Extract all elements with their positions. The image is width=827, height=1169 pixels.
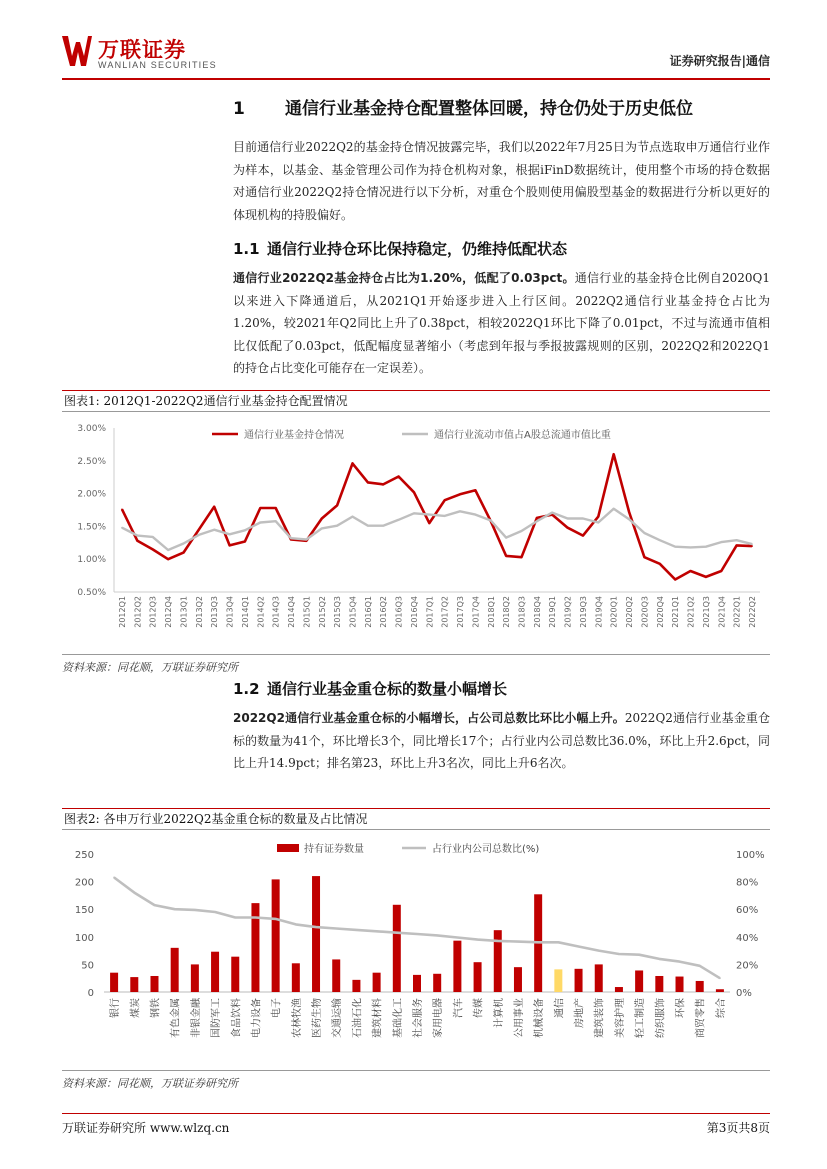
x-tick-label: 2019Q3 bbox=[578, 596, 588, 628]
data-point bbox=[398, 519, 400, 521]
x-tick-label: 2013Q2 bbox=[194, 596, 204, 628]
x-tick-label: 2012Q4 bbox=[164, 596, 174, 628]
report-type: 证券研究报告|通信 bbox=[669, 54, 770, 68]
bar bbox=[130, 977, 138, 992]
fund-holding-series-line bbox=[122, 454, 752, 579]
data-point bbox=[690, 570, 692, 572]
x-tick-label: 2020Q2 bbox=[625, 596, 635, 628]
data-point bbox=[198, 534, 200, 536]
bar bbox=[231, 957, 239, 992]
data-point bbox=[679, 961, 681, 963]
share-series-line bbox=[114, 878, 720, 979]
category-label: 纺织服饰 bbox=[655, 998, 667, 1038]
category-label: 社会服务 bbox=[413, 998, 424, 1038]
x-tick-label: 2022Q1 bbox=[732, 596, 742, 628]
category-label: 钢铁 bbox=[150, 998, 162, 1018]
bar bbox=[373, 973, 381, 992]
right-y-tick-label: 60% bbox=[736, 905, 759, 917]
legend-label: 占行业内公司总数比(%) bbox=[432, 844, 540, 855]
left-y-tick-label: 50 bbox=[81, 960, 94, 972]
y-tick-label: 2.50% bbox=[77, 456, 106, 467]
section-1-2-body: 2022Q2通信行业基金重仓标的数量为41个，环比增长3个，同比增长17个；占行业内公司总数比36.0%，环比上升2.6pct，同比上升14.9pct；排名第23，环比上升3名次，同比上升6名次。 bbox=[233, 711, 771, 770]
section-1-1-paragraph bbox=[233, 267, 770, 380]
bar bbox=[292, 963, 300, 992]
data-point bbox=[229, 545, 231, 547]
data-point bbox=[644, 532, 646, 534]
data-point bbox=[705, 546, 707, 548]
bar bbox=[272, 879, 280, 992]
category-label: 电力设备 bbox=[251, 998, 263, 1038]
right-y-tick-label: 80% bbox=[736, 877, 759, 889]
x-tick-label: 2015Q2 bbox=[317, 596, 327, 628]
data-point bbox=[396, 932, 398, 934]
data-point bbox=[259, 522, 261, 524]
data-point bbox=[477, 939, 479, 941]
brand-name-cn: 万联证券 bbox=[98, 38, 186, 62]
data-point bbox=[198, 529, 200, 531]
data-point bbox=[720, 541, 722, 543]
data-point bbox=[597, 516, 599, 518]
data-point bbox=[436, 935, 438, 937]
data-point bbox=[537, 941, 539, 943]
data-point bbox=[638, 954, 640, 956]
category-label: 非银金融 bbox=[190, 998, 202, 1038]
data-point bbox=[382, 484, 384, 486]
x-tick-label: 2016Q3 bbox=[394, 596, 404, 628]
data-point bbox=[174, 908, 176, 910]
x-tick-label: 2018Q4 bbox=[532, 596, 542, 628]
bar bbox=[676, 977, 684, 992]
data-point bbox=[321, 527, 323, 529]
x-tick-label: 2017Q4 bbox=[471, 596, 481, 628]
right-y-tick-label: 100% bbox=[736, 850, 765, 861]
bar bbox=[211, 952, 219, 992]
data-point bbox=[659, 563, 661, 565]
data-point bbox=[613, 453, 615, 455]
bar bbox=[453, 941, 461, 992]
data-point bbox=[719, 977, 721, 979]
x-tick-label: 2018Q1 bbox=[486, 596, 496, 628]
section-1-number: 1 bbox=[233, 99, 245, 119]
right-y-tick-label: 0% bbox=[736, 988, 752, 999]
data-point bbox=[194, 909, 196, 911]
data-point bbox=[214, 911, 216, 913]
data-point bbox=[582, 518, 584, 520]
data-point bbox=[751, 545, 753, 547]
x-tick-label: 2019Q4 bbox=[594, 596, 604, 628]
figure-2-source: 资料来源：同花顺，万联证券研究所 bbox=[62, 1070, 770, 1091]
category-label: 基础化工 bbox=[392, 998, 404, 1038]
bar bbox=[595, 964, 603, 992]
data-point bbox=[376, 930, 378, 932]
x-tick-label: 2014Q1 bbox=[240, 596, 250, 628]
data-point bbox=[275, 507, 277, 509]
x-tick-label: 2019Q2 bbox=[563, 596, 573, 628]
data-point bbox=[305, 539, 307, 541]
data-point bbox=[475, 514, 477, 516]
x-tick-label: 2020Q4 bbox=[655, 596, 665, 628]
section-1-1-lead: 通信行业2022Q2基金持仓占比为1.20%，低配了0.03pct。 bbox=[233, 271, 575, 285]
data-point bbox=[121, 508, 123, 510]
x-tick-label: 2019Q1 bbox=[548, 596, 558, 628]
data-point bbox=[321, 518, 323, 520]
category-label: 家用电器 bbox=[433, 998, 445, 1038]
data-point bbox=[213, 506, 215, 508]
data-point bbox=[275, 918, 277, 920]
data-point bbox=[167, 549, 169, 551]
data-point bbox=[690, 546, 692, 548]
data-point bbox=[567, 518, 569, 520]
category-label: 农林牧渔 bbox=[291, 998, 303, 1038]
data-point bbox=[597, 522, 599, 524]
bar bbox=[393, 905, 401, 992]
header-divider bbox=[62, 78, 770, 80]
category-label: 通信 bbox=[554, 998, 566, 1018]
data-point bbox=[475, 489, 477, 491]
category-label: 国防军工 bbox=[211, 998, 223, 1038]
category-label: 房地产 bbox=[574, 998, 586, 1028]
x-tick-label: 2022Q2 bbox=[748, 596, 757, 628]
x-tick-label: 2016Q2 bbox=[379, 596, 389, 628]
data-point bbox=[736, 545, 738, 547]
data-point bbox=[183, 543, 185, 545]
right-y-tick-label: 40% bbox=[736, 932, 759, 944]
bar bbox=[150, 976, 158, 992]
data-point bbox=[136, 540, 138, 542]
x-tick-label: 2015Q1 bbox=[302, 596, 312, 628]
data-point bbox=[598, 950, 600, 952]
data-point bbox=[244, 529, 246, 531]
data-point bbox=[557, 941, 559, 943]
x-tick-label: 2016Q1 bbox=[363, 596, 373, 628]
data-point bbox=[167, 558, 169, 560]
page-header bbox=[62, 34, 770, 76]
bar bbox=[312, 876, 320, 992]
y-tick-label: 2.00% bbox=[77, 489, 106, 500]
data-point bbox=[352, 516, 354, 518]
data-point bbox=[336, 505, 338, 507]
data-point bbox=[367, 482, 369, 484]
data-point bbox=[335, 928, 337, 930]
bar bbox=[554, 969, 562, 992]
x-tick-label: 2017Q2 bbox=[440, 596, 450, 628]
bar bbox=[110, 973, 118, 992]
data-point bbox=[356, 929, 358, 931]
data-point bbox=[259, 507, 261, 509]
x-tick-label: 2014Q3 bbox=[271, 596, 281, 628]
data-point bbox=[113, 877, 115, 879]
data-point bbox=[136, 535, 138, 537]
data-point bbox=[521, 556, 523, 558]
bar bbox=[413, 975, 421, 992]
section-1-title: 通信行业基金持仓配置整体回暖，持仓仍处于历史低位 bbox=[285, 99, 693, 119]
category-label: 汽车 bbox=[453, 998, 465, 1018]
category-label: 食品饮料 bbox=[231, 998, 243, 1038]
footer-institute: 万联证券研究所 www.wlzq.cn bbox=[62, 1121, 230, 1135]
section-1-1-body: 通信行业的基金持仓比例自2020Q1以来进入下降通道后，从2021Q1开始逐步进入上行区间。2022Q2通信行业基金持仓占比为1.20%，较2021年Q2同比上升了0.38pct，相较2022Q1环比下降了0.01pct，不过与流通市值相比仅低配了0.03pct，低配幅度显著缩小（考虑到年报与季报披露规则的区别，2022Q2和2022Q1的持仓占比变化可能存在一定误差）。 bbox=[233, 271, 770, 375]
y-tick-label: 3.00% bbox=[77, 424, 106, 434]
data-point bbox=[382, 525, 384, 527]
data-point bbox=[444, 515, 446, 517]
data-point bbox=[613, 508, 615, 510]
category-label: 银行 bbox=[110, 998, 122, 1018]
category-label: 石油石化 bbox=[352, 998, 364, 1038]
bar bbox=[433, 974, 441, 992]
data-point bbox=[674, 579, 676, 581]
data-point bbox=[152, 536, 154, 538]
data-point bbox=[618, 953, 620, 955]
left-y-tick-label: 200 bbox=[74, 877, 94, 889]
data-point bbox=[505, 537, 507, 539]
figure-1-line-chart bbox=[62, 414, 770, 654]
data-point bbox=[578, 946, 580, 948]
data-point bbox=[459, 493, 461, 495]
y-tick-label: 1.00% bbox=[77, 555, 106, 566]
section-1-paragraph: 目前通信行业2022Q2的基金持仓情况披露完毕，我们以2022年7月25日为节点选取申万通信行业作为样本，以基金、基金管理公司作为持仓机构对象，根据iFinD数据统计，使用整个市场的持仓数据对通信行业2022Q2持仓情况进行以下分析，对重仓个股则使用偏股型基金的数据进行分析以更好的体现机构的持股偏好。 bbox=[233, 140, 770, 222]
x-tick-label: 2014Q4 bbox=[287, 596, 297, 628]
left-y-tick-label: 100 bbox=[74, 932, 94, 944]
x-tick-label: 2015Q4 bbox=[348, 596, 358, 628]
category-label: 医药生物 bbox=[312, 998, 324, 1038]
x-tick-label: 2012Q2 bbox=[133, 596, 143, 628]
data-point bbox=[336, 525, 338, 527]
data-point bbox=[416, 933, 418, 935]
category-label: 建筑材料 bbox=[372, 998, 384, 1038]
data-point bbox=[628, 518, 630, 520]
x-tick-label: 2020Q3 bbox=[640, 596, 650, 628]
data-point bbox=[133, 892, 135, 894]
x-tick-label: 2015Q3 bbox=[333, 596, 343, 628]
data-point bbox=[674, 546, 676, 548]
category-label: 公用事业 bbox=[513, 998, 525, 1038]
data-point bbox=[699, 965, 701, 967]
data-point bbox=[152, 548, 154, 550]
data-point bbox=[234, 917, 236, 919]
x-tick-label: 2021Q1 bbox=[671, 596, 681, 628]
legend-swatch bbox=[277, 844, 299, 852]
wanlian-logo-icon bbox=[62, 34, 92, 68]
data-point bbox=[628, 511, 630, 513]
bar bbox=[171, 948, 179, 992]
x-tick-label: 2013Q3 bbox=[210, 596, 220, 628]
data-point bbox=[121, 527, 123, 529]
bar bbox=[332, 959, 340, 992]
data-point bbox=[582, 535, 584, 537]
section-1-2-title: 通信行业基金重仓标的数量小幅增长 bbox=[267, 680, 508, 698]
bar bbox=[352, 980, 360, 992]
x-tick-label: 2013Q4 bbox=[225, 596, 235, 628]
section-1-2-heading bbox=[233, 678, 507, 699]
data-point bbox=[505, 555, 507, 557]
figure-2-bar-chart bbox=[62, 832, 770, 1068]
section-1-2-lead: 2022Q2通信行业基金重仓标的小幅增长，占公司总数比环比小幅上升。 bbox=[233, 711, 625, 725]
x-tick-label: 2017Q3 bbox=[456, 596, 466, 628]
data-point bbox=[456, 937, 458, 939]
bar bbox=[635, 970, 643, 992]
data-point bbox=[490, 520, 492, 522]
bar bbox=[615, 987, 623, 992]
x-tick-label: 2017Q1 bbox=[425, 596, 435, 628]
category-label: 有色金属 bbox=[170, 998, 182, 1038]
left-y-tick-label: 150 bbox=[74, 905, 94, 917]
x-tick-label: 2018Q3 bbox=[517, 596, 527, 628]
data-point bbox=[658, 958, 660, 960]
data-point bbox=[352, 463, 354, 465]
data-point bbox=[497, 940, 499, 942]
x-tick-label: 2020Q1 bbox=[609, 596, 619, 628]
data-point bbox=[255, 917, 257, 919]
figure-1-source: 资料来源：同花顺，万联证券研究所 bbox=[62, 654, 770, 675]
data-point bbox=[536, 520, 538, 522]
category-label: 环保 bbox=[675, 998, 687, 1018]
category-label: 综合 bbox=[715, 998, 727, 1018]
legend-label: 持有证券数量 bbox=[304, 844, 364, 855]
bar bbox=[474, 962, 482, 992]
data-point bbox=[428, 522, 430, 524]
left-y-tick-label: 250 bbox=[74, 850, 94, 861]
right-y-tick-label: 20% bbox=[736, 960, 759, 972]
footer-divider bbox=[62, 1113, 770, 1114]
data-point bbox=[290, 537, 292, 539]
data-point bbox=[751, 543, 753, 545]
figure-1-title: 图表1: 2012Q1-2022Q2通信行业基金持仓配置情况 bbox=[62, 390, 770, 412]
brand-name-en: WANLIAN SECURITIES bbox=[98, 60, 217, 70]
data-point bbox=[720, 570, 722, 572]
y-tick-label: 0.50% bbox=[77, 588, 106, 598]
data-point bbox=[567, 527, 569, 529]
category-label: 美容护理 bbox=[614, 998, 626, 1038]
data-point bbox=[275, 520, 277, 522]
bar bbox=[655, 976, 663, 992]
category-label: 计算机 bbox=[493, 998, 505, 1028]
x-tick-label: 2021Q2 bbox=[686, 596, 696, 628]
section-1-1-number: 1.1 bbox=[233, 240, 260, 258]
category-label: 机械设备 bbox=[534, 998, 546, 1038]
section-1-1-heading bbox=[233, 238, 567, 259]
data-point bbox=[295, 923, 297, 925]
x-tick-label: 2014Q2 bbox=[256, 596, 266, 628]
data-point bbox=[154, 904, 156, 906]
x-tick-label: 2016Q4 bbox=[409, 596, 419, 628]
section-1-2-number: 1.2 bbox=[233, 680, 260, 698]
data-point bbox=[398, 476, 400, 478]
data-point bbox=[459, 510, 461, 512]
data-point bbox=[659, 539, 661, 541]
section-1-1-title: 通信行业持仓环比保持稳定，仍维持低配状态 bbox=[267, 240, 568, 258]
category-label: 轻工制造 bbox=[635, 998, 647, 1038]
data-point bbox=[517, 941, 519, 943]
category-label: 电子 bbox=[271, 998, 283, 1018]
left-y-tick-label: 0 bbox=[87, 988, 94, 999]
category-label: 煤炭 bbox=[130, 998, 142, 1018]
section-1-2-paragraph bbox=[233, 707, 770, 775]
data-point bbox=[644, 556, 646, 558]
x-tick-label: 2012Q3 bbox=[148, 596, 158, 628]
y-tick-label: 1.50% bbox=[77, 522, 106, 533]
bar bbox=[696, 981, 704, 992]
category-label: 商贸零售 bbox=[695, 998, 707, 1038]
bar bbox=[514, 967, 522, 992]
data-point bbox=[213, 529, 215, 531]
data-point bbox=[244, 541, 246, 543]
data-point bbox=[367, 525, 369, 527]
data-point bbox=[536, 517, 538, 519]
data-point bbox=[551, 512, 553, 514]
bar bbox=[575, 969, 583, 992]
data-point bbox=[315, 926, 317, 928]
bar bbox=[191, 964, 199, 992]
category-label: 传媒 bbox=[473, 998, 485, 1018]
category-label: 交通运输 bbox=[332, 998, 344, 1038]
data-point bbox=[521, 530, 523, 532]
category-label: 建筑装饰 bbox=[594, 998, 606, 1038]
data-point bbox=[413, 491, 415, 493]
section-1-heading bbox=[233, 94, 693, 119]
data-point bbox=[705, 576, 707, 578]
data-point bbox=[444, 499, 446, 501]
bar bbox=[716, 989, 724, 992]
legend-label: 通信行业基金持仓情况 bbox=[244, 430, 344, 441]
x-tick-label: 2021Q3 bbox=[701, 596, 711, 628]
footer-page-number: 第3页共8页 bbox=[706, 1121, 770, 1135]
x-tick-label: 2021Q4 bbox=[717, 596, 727, 628]
data-point bbox=[736, 539, 738, 541]
legend-label: 通信行业流动市值占A股总流通市值比重 bbox=[434, 430, 611, 441]
figure-2-title: 图表2: 各申万行业2022Q2基金重仓标的数量及占比情况 bbox=[62, 808, 770, 830]
x-tick-label: 2012Q1 bbox=[118, 596, 127, 628]
data-point bbox=[428, 514, 430, 516]
data-point bbox=[413, 512, 415, 514]
x-tick-label: 2013Q1 bbox=[179, 596, 189, 628]
data-point bbox=[229, 533, 231, 535]
x-tick-label: 2018Q2 bbox=[502, 596, 512, 628]
data-point bbox=[183, 552, 185, 554]
